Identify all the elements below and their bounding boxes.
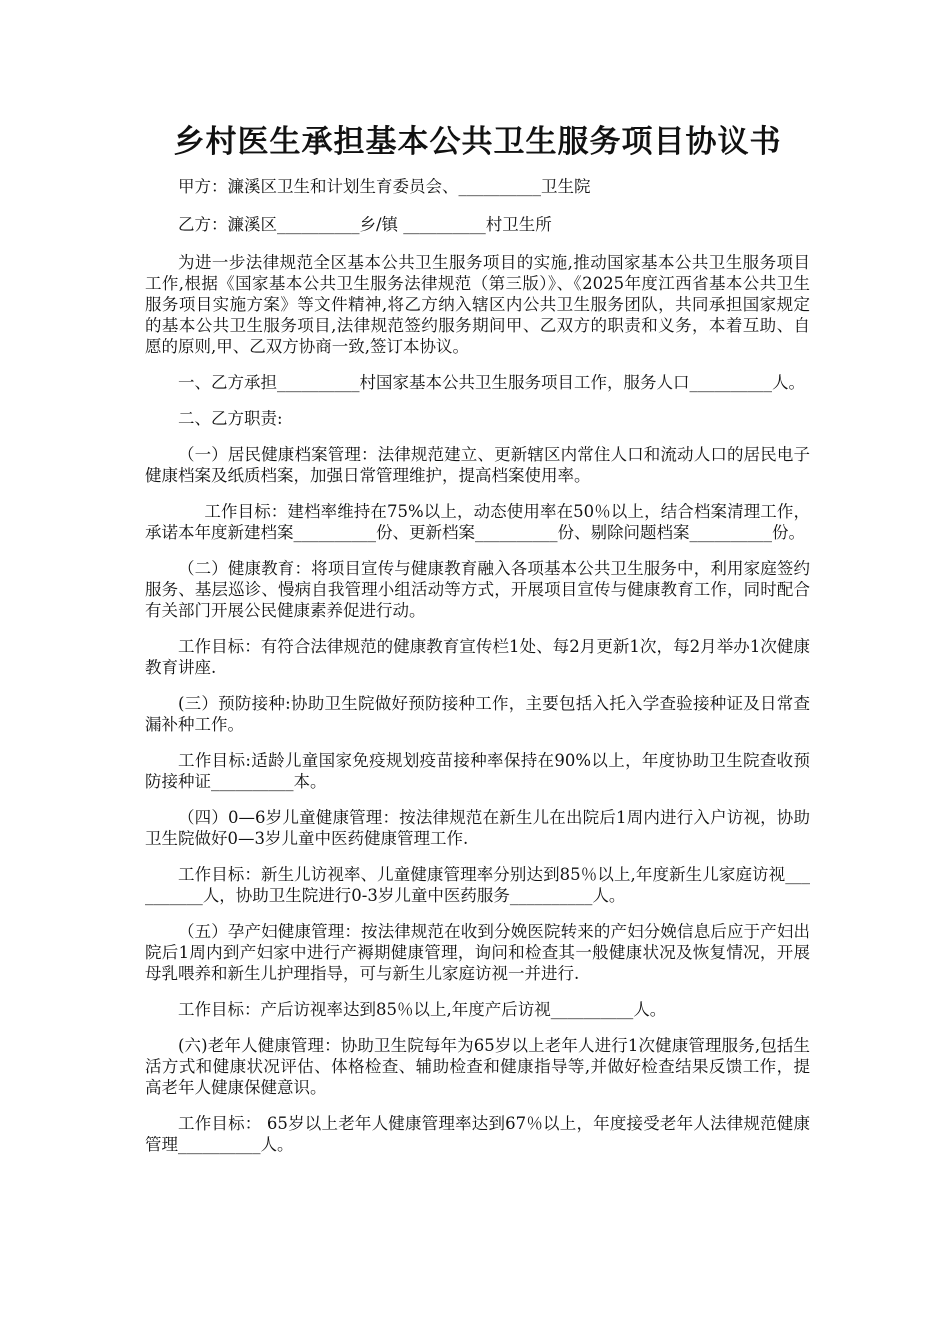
- goal-6-paragraph: 工作目标： 65岁以上老年人健康管理率达到67％以上，年度接受老年人法律规范健康管理__________人。: [145, 1114, 810, 1154]
- goal-5-paragraph: 工作目标：产后访视率达到85％以上,年度产后访视__________人。: [178, 1000, 667, 1019]
- goal-2-paragraph: 工作目标：有符合法律规范的健康教育宣传栏1处、每2月更新1次，每2月举办1次健康教育讲座.: [145, 637, 810, 677]
- clause-2-heading: 二、乙方职责:: [178, 409, 283, 428]
- party-b-line: 乙方：濂溪区__________乡/镇 __________村卫生所: [178, 215, 552, 234]
- document-page: [145, 120, 810, 1170]
- preamble-paragraph: 为进一步法律规范全区基本公共卫生服务项目的实施,推动国家基本公共卫生服务项目工作,根据《国家基本公共卫生服务法律规范（第三版）》、《2025年度江西省基本公共卫生服务项目实施方案》等文件精神,将乙方纳入辖区内公共卫生服务团队，共同承担国家规定的基本公共卫生服务项目,法律规范签约服务期间甲、乙双方的职责和义务，本着互助、自愿的原则,甲、乙双方协商一致,签订本协议。: [145, 253, 810, 356]
- goal-4-paragraph: 工作目标：新生儿访视率、儿童健康管理率分别达到85％以上,年度新生儿家庭访视__________人，协助卫生院进行0-3岁儿童中医药服务__________人。: [145, 865, 810, 905]
- item-5-paragraph: （五）孕产妇健康管理：按法律规范在收到分娩医院转来的产妇分娩信息后应于产妇出院后1周内到产妇家中进行产褥期健康管理，询问和检查其一般健康状况及恢复情况，开展母乳喂养和新生儿护理指导，可与新生儿家庭访视一并进行.: [145, 922, 810, 983]
- goal-1-paragraph: 工作目标：建档率维持在75%以上，动态使用率在50％以上，结合档案清理工作，承诺本年度新建档案__________份、更新档案__________份、剔除问题档案__________份。: [145, 502, 810, 542]
- item-2-paragraph: （二）健康教育：将项目宣传与健康教育融入各项基本公共卫生服务中，利用家庭签约服务、基层巡诊、慢病自我管理小组活动等方式，开展项目宣传与健康教育工作，同时配合有关部门开展公民健康素养促进行动。: [145, 559, 810, 620]
- item-1-paragraph: （一）居民健康档案管理：法律规范建立、更新辖区内常住人口和流动人口的居民电子健康档案及纸质档案，加强日常管理维护，提高档案使用率。: [145, 445, 810, 485]
- document-title: 乡村医生承担基本公共卫生服务项目协议书: [173, 124, 782, 160]
- item-6-paragraph: (六)老年人健康管理：协助卫生院每年为65岁以上老年人进行1次健康管理服务,包括生活方式和健康状况评估、体格检查、辅助检查和健康指导等,并做好检查结果反馈工作，提高老年人健康保健意识。: [145, 1036, 810, 1097]
- goal-3-paragraph: 工作目标:适龄儿童国家免疫规划疫苗接种率保持在90%以上，年度协助卫生院查收预防接种证__________本。: [145, 751, 810, 791]
- item-4-paragraph: （四）0—6岁儿童健康管理：按法律规范在新生儿在出院后1周内进行入户访视，协助卫生院做好0—3岁儿童中医药健康管理工作.: [145, 808, 810, 848]
- party-a-line: 甲方：濂溪区卫生和计划生育委员会、__________卫生院: [178, 177, 591, 196]
- item-3-paragraph: (三）预防接种:协助卫生院做好预防接种工作，主要包括入托入学查验接种证及日常查漏补种工作。: [145, 694, 810, 734]
- clause-1-paragraph: 一、乙方承担__________村国家基本公共卫生服务项目工作，服务人口__________人。: [178, 373, 805, 392]
